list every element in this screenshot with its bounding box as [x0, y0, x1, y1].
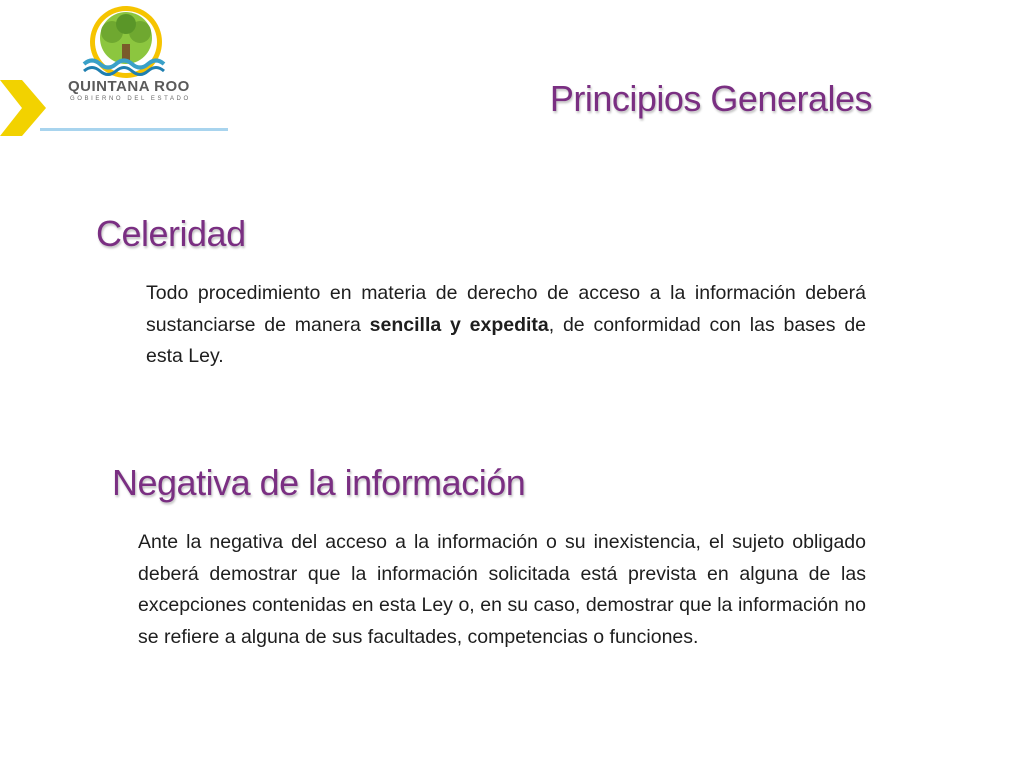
paragraph-text: , de conformidad con las bases de esta Ley. — [146, 313, 867, 367]
logo-subtitle: GOBIERNO DEL ESTADO — [70, 96, 191, 102]
quintana-roo-emblem-icon — [0, 0, 230, 140]
section-heading-celeridad: Celeridad — [96, 213, 246, 254]
paragraph-bold-text: sencilla y expedita — [369, 313, 549, 336]
logo-name: QUINTANA ROO — [68, 78, 190, 95]
paragraph-text: Todo procedimiento en materia de derecho de acceso a la información deberá sustanciarse de manera — [146, 282, 866, 336]
government-logo — [0, 0, 230, 140]
slide-title: Principios Generales — [549, 78, 872, 119]
negativa-paragraph: Ante la negativa del acceso a la información o su inexistencia, el sujeto obligado deberá demostrar que la información solicitada está prevista en alguna de las excepciones contenidas en esta Ley o, en su caso, demostrar que la información no se refiere a alguna de sus facultades, competencias o funciones. — [138, 531, 866, 648]
celeridad-paragraph — [146, 278, 866, 373]
section-heading-negativa: Negativa de la información — [112, 462, 526, 503]
